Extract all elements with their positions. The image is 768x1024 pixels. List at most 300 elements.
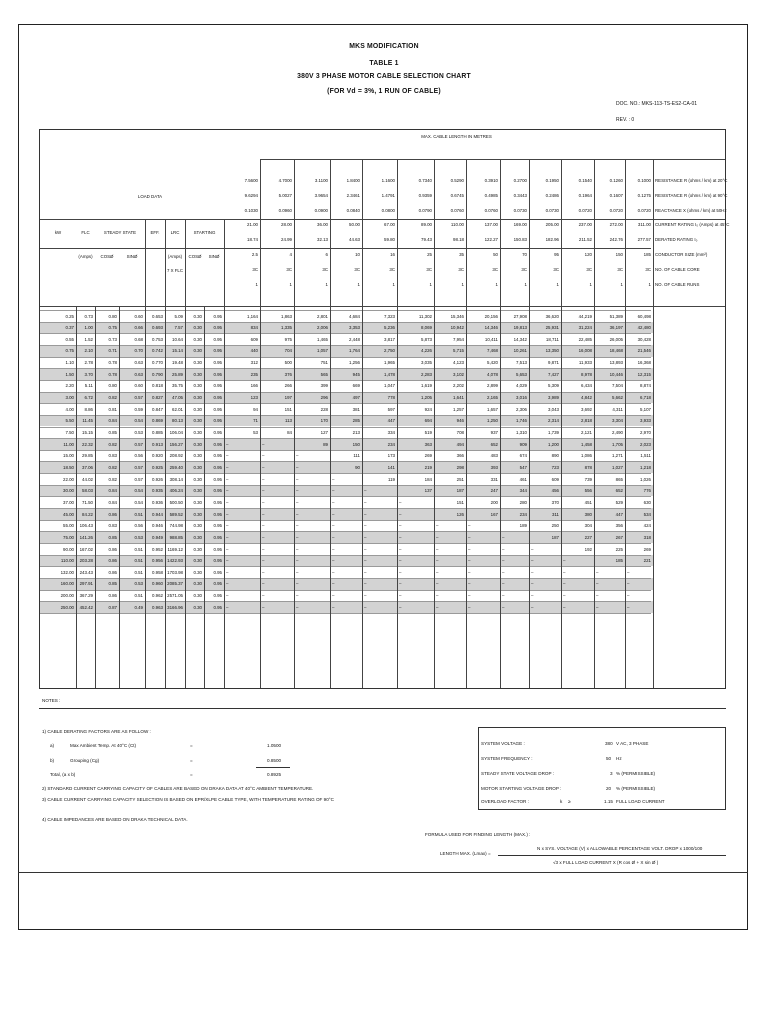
row-line bbox=[40, 485, 651, 486]
table-cell: 494 bbox=[456, 441, 464, 447]
table-cell: 6,434 bbox=[581, 383, 592, 389]
table-cell: 652 bbox=[490, 441, 498, 447]
row-line bbox=[40, 531, 651, 532]
table-cell: 7.50 bbox=[65, 430, 74, 435]
table-cell: 440 bbox=[250, 348, 258, 354]
table-cell: 5,715 bbox=[453, 348, 464, 354]
table-cell: 0.95 bbox=[213, 464, 222, 470]
cable-param-value: 1.1600 bbox=[381, 178, 395, 183]
table-cell: 1.00 bbox=[84, 325, 93, 331]
table-cell: 167.02 bbox=[79, 546, 93, 552]
cable-param-value: 3C bbox=[389, 267, 395, 272]
table-cell: – bbox=[226, 476, 229, 482]
table-cell: 500 bbox=[284, 360, 292, 366]
table-cell: 19.48 bbox=[172, 360, 183, 366]
table-cell: – bbox=[436, 534, 439, 540]
table-cell: 0.827 bbox=[152, 395, 163, 401]
table-cell: – bbox=[226, 441, 229, 447]
cable-selection-table bbox=[39, 129, 730, 689]
table-cell: 0.95 bbox=[213, 569, 222, 575]
table-cell: 5,236 bbox=[384, 325, 395, 331]
table-cell: 0.30 bbox=[193, 604, 202, 610]
table-cell: 267 bbox=[615, 534, 623, 540]
table-cell: 0.95 bbox=[213, 593, 222, 599]
col-line bbox=[224, 219, 225, 306]
table-cell: 669 bbox=[352, 383, 360, 389]
table-cell: 11.45 bbox=[82, 418, 93, 424]
table-cell: – bbox=[262, 499, 265, 505]
table-cell: – bbox=[627, 593, 630, 599]
table-cell: 234 bbox=[387, 441, 395, 447]
table-cell: 0.86 bbox=[108, 511, 117, 517]
cable-param-value: 137.00 bbox=[484, 222, 498, 227]
table-cell: 123 bbox=[250, 395, 258, 401]
table-cell: – bbox=[226, 604, 229, 610]
table-cell: 0.885 bbox=[152, 430, 163, 435]
cable-param-value: 1 bbox=[357, 282, 360, 287]
table-cell: 0.95 bbox=[213, 371, 222, 377]
row-line bbox=[40, 310, 651, 311]
table-cell: 0.95 bbox=[213, 523, 222, 529]
table-cell: – bbox=[296, 464, 299, 470]
cable-param-value: 3C bbox=[492, 267, 498, 272]
cable-param-value: 9.6294 bbox=[244, 193, 258, 198]
row-line bbox=[40, 473, 651, 474]
table-cell: – bbox=[502, 534, 505, 540]
table-cell: 132.00 bbox=[60, 569, 74, 575]
note-total-text: Total, (a x b) bbox=[50, 772, 76, 777]
table-cell: 0.95 bbox=[213, 546, 222, 552]
table-cell: – bbox=[364, 593, 367, 599]
row-line bbox=[40, 543, 651, 544]
cable-param-value: 0.0730 bbox=[545, 208, 559, 213]
table-cell: 22.32 bbox=[82, 441, 93, 447]
table-cell: 0.913 bbox=[152, 441, 163, 447]
table-cell: 406.24 bbox=[169, 488, 183, 494]
ms-drop-unit: % (PERMISSIBLE) bbox=[616, 786, 656, 791]
table-cell: 988.85 bbox=[169, 534, 183, 540]
cable-param-label: RESISTANCE R (ohms / km) at 90°C bbox=[655, 193, 728, 198]
table-cell: 0.95 bbox=[213, 476, 222, 482]
cable-param-value: 110.00 bbox=[450, 222, 464, 227]
cable-param-value: 1 bbox=[255, 282, 258, 287]
cable-param-value: 0.5290 bbox=[450, 178, 464, 183]
table-cell: 393 bbox=[490, 464, 498, 470]
table-cell: 44.02 bbox=[82, 476, 93, 482]
table-cell: – bbox=[226, 558, 229, 564]
note-1: 1) CABLE DERATING FACTORS ARE AS FOLLOW : bbox=[42, 729, 151, 734]
row-line bbox=[40, 555, 651, 556]
table-cell: 14,346 bbox=[484, 325, 498, 331]
table-cell: – bbox=[436, 593, 439, 599]
table-cell: 71.50 bbox=[82, 499, 93, 505]
table-cell: 247 bbox=[490, 488, 498, 494]
title-line-3: 380V 3 PHASE MOTOR CABLE SELECTION CHART bbox=[297, 71, 471, 80]
cable-param-value: 3C bbox=[645, 267, 651, 272]
table-cell: 29.85 bbox=[82, 453, 93, 459]
table-cell: 0.30 bbox=[193, 336, 202, 342]
table-cell: 0.30 bbox=[193, 406, 202, 412]
table-cell: 2,448 bbox=[349, 336, 360, 342]
cable-param-value: 1.8400 bbox=[346, 178, 360, 183]
cable-param-value: 0.0790 bbox=[418, 208, 432, 213]
table-cell: 1,478 bbox=[384, 371, 395, 377]
table-cell: 630 bbox=[643, 499, 651, 505]
table-cell: – bbox=[596, 569, 599, 575]
table-cell: 547 bbox=[519, 464, 527, 470]
table-cell: – bbox=[563, 558, 566, 564]
table-cell: 3,933 bbox=[640, 418, 651, 424]
table-cell: 296 bbox=[320, 395, 328, 401]
table-cell: 865 bbox=[615, 476, 623, 482]
table-cell: 151 bbox=[284, 406, 292, 412]
table-cell: 22.00 bbox=[63, 476, 74, 482]
table-cell: – bbox=[332, 476, 335, 482]
table-cell: 0.82 bbox=[108, 464, 117, 470]
formula-lhs: LENGTH MAX. (Lmax) = bbox=[440, 851, 491, 856]
table-cell: – bbox=[262, 558, 265, 564]
table-cell: 84.22 bbox=[82, 511, 93, 517]
table-cell: 461 bbox=[519, 476, 527, 482]
table-cell: – bbox=[364, 534, 367, 540]
table-cell: 0.95 bbox=[213, 511, 222, 517]
table-cell: 1,218 bbox=[640, 464, 651, 470]
table-cell: 90 bbox=[355, 464, 360, 470]
table-cell: 0.51 bbox=[134, 558, 143, 564]
cable-param-value: 0.1030 bbox=[244, 208, 258, 213]
table-cell: – bbox=[296, 511, 299, 517]
table-cell: 94 bbox=[253, 406, 258, 412]
table-cell: 7,323 bbox=[384, 313, 395, 319]
cable-param-value: 1 bbox=[524, 282, 527, 287]
note-a-text: Max Ambient Temp. At 40°C (Ct) bbox=[70, 743, 137, 748]
table-cell: 3166.96 bbox=[167, 604, 183, 610]
header-eff: EFF. bbox=[150, 230, 160, 235]
table-cell: 3,989 bbox=[548, 395, 559, 401]
table-cell: 235 bbox=[250, 371, 258, 377]
table-cell: 55.00 bbox=[63, 523, 74, 529]
cable-param-value: 10 bbox=[355, 252, 360, 257]
table-cell: – bbox=[332, 488, 335, 494]
table-cell: 363 bbox=[424, 441, 432, 447]
cable-param-value: 36.00 bbox=[317, 222, 328, 227]
cable-param-value: 3C bbox=[617, 267, 623, 272]
cable-param-value: 0.0720 bbox=[609, 208, 623, 213]
table-cell: 0.75 bbox=[65, 348, 74, 354]
row-line bbox=[40, 438, 651, 439]
table-cell: 5,873 bbox=[421, 336, 432, 342]
table-cell: 119 bbox=[388, 476, 395, 482]
table-cell: 298 bbox=[456, 464, 464, 470]
table-cell: – bbox=[627, 581, 630, 587]
table-cell: – bbox=[226, 464, 229, 470]
table-cell: 0.95 bbox=[213, 604, 222, 610]
table-cell: 5,420 bbox=[487, 360, 498, 366]
table-cell: 497 bbox=[352, 395, 360, 401]
table-cell: 3,692 bbox=[581, 406, 592, 412]
table-cell: 945 bbox=[352, 371, 360, 377]
table-cell: 2,899 bbox=[487, 383, 498, 389]
table-cell: 3,102 bbox=[453, 371, 464, 377]
table-cell: – bbox=[262, 453, 265, 459]
table-cell: 2,970 bbox=[640, 430, 651, 435]
header-max-length: MAX. CABLE LENGTH IN METRES bbox=[421, 134, 492, 139]
table-cell: – bbox=[399, 546, 402, 552]
table-cell: 0.95 bbox=[213, 534, 222, 540]
table-cell: 0.949 bbox=[152, 534, 163, 540]
table-cell: 1,863 bbox=[281, 313, 292, 319]
table-cell: 565 bbox=[320, 371, 328, 377]
cable-param-label: REACTANCE X (ohms / km) at 50Hz bbox=[655, 208, 727, 213]
ms-drop-value: 20 bbox=[606, 786, 612, 791]
table-cell: – bbox=[436, 546, 439, 552]
table-cell: – bbox=[531, 581, 534, 587]
cable-param-value: 3C bbox=[521, 267, 527, 272]
header-sin-2: SINØ bbox=[208, 254, 220, 259]
cable-param-value: 3C bbox=[586, 267, 592, 272]
table-cell: – bbox=[596, 604, 599, 610]
row-line bbox=[40, 333, 651, 334]
row-line bbox=[40, 613, 651, 614]
table-cell: 1703.98 bbox=[167, 569, 183, 575]
ss-drop-value: 3 bbox=[610, 771, 613, 776]
table-cell: 166 bbox=[250, 383, 258, 389]
table-cell: 424 bbox=[643, 523, 651, 529]
table-cell: – bbox=[627, 569, 630, 575]
table-cell: 0.51 bbox=[134, 569, 143, 575]
doc-number: DOC. NO.: MKS-113-TS-ES2-CA-01 bbox=[616, 101, 698, 107]
table-cell: 0.63 bbox=[134, 360, 143, 366]
table-cell: – bbox=[468, 604, 471, 610]
table-cell: – bbox=[436, 558, 439, 564]
header-cos: COSØ bbox=[100, 254, 114, 259]
table-cell: 0.30 bbox=[193, 476, 202, 482]
table-cell: 35.75 bbox=[172, 383, 183, 389]
table-cell: 2.78 bbox=[84, 360, 93, 366]
cable-param-value: 242.76 bbox=[609, 237, 623, 242]
row-line bbox=[40, 403, 651, 404]
cable-param-value: 3C bbox=[322, 267, 328, 272]
table-cell: – bbox=[262, 511, 265, 517]
table-cell: – bbox=[563, 569, 566, 575]
cable-param-value: 3C bbox=[286, 267, 292, 272]
row-line bbox=[40, 508, 651, 509]
row-line bbox=[40, 566, 651, 567]
table-cell: 16,008 bbox=[578, 348, 592, 354]
table-cell: – bbox=[332, 558, 335, 564]
cable-param-value: 120 bbox=[584, 252, 592, 257]
table-cell: 0.30 bbox=[193, 534, 202, 540]
table-cell: 1,739 bbox=[548, 430, 559, 435]
table-cell: 0.53 bbox=[134, 581, 143, 587]
row-line bbox=[40, 450, 651, 451]
table-cell: 11,302 bbox=[418, 313, 432, 319]
table-cell: 0.82 bbox=[108, 395, 117, 401]
table-cell: – bbox=[332, 546, 335, 552]
table-cell: 0.95 bbox=[213, 558, 222, 564]
table-cell: 89 bbox=[323, 441, 328, 447]
table-cell: 451 bbox=[584, 499, 592, 505]
overload-unit: FULL LOAD CURRENT bbox=[616, 799, 665, 804]
table-cell: 4,684 bbox=[349, 313, 360, 319]
system-frequency-unit: Hz bbox=[616, 756, 622, 761]
table-cell: 1,047 bbox=[384, 383, 395, 389]
cable-param-value: 1 bbox=[461, 282, 464, 287]
table-cell: 723 bbox=[551, 464, 559, 470]
table-cell: 297.91 bbox=[79, 581, 93, 587]
table-cell: 0.30 bbox=[193, 418, 202, 424]
table-cell: 0.847 bbox=[152, 406, 163, 412]
table-cell: 447 bbox=[615, 511, 623, 517]
table-cell: 3,016 bbox=[516, 395, 527, 401]
note-b-key: b) bbox=[50, 758, 55, 763]
header-line bbox=[40, 306, 725, 307]
table-cell: – bbox=[531, 593, 534, 599]
overload-value: 1.15 bbox=[604, 799, 613, 804]
table-cell: 2571.05 bbox=[167, 593, 183, 599]
cable-param-value: 1 bbox=[648, 282, 651, 287]
cable-param-value: 0.0720 bbox=[637, 208, 651, 213]
table-cell: 0.56 bbox=[134, 453, 143, 459]
table-cell: 744.98 bbox=[169, 523, 183, 529]
table-cell: 0.54 bbox=[134, 418, 143, 424]
table-cell: 1,764 bbox=[349, 348, 360, 354]
table-cell: 0.30 bbox=[193, 360, 202, 366]
table-cell: 58.03 bbox=[82, 488, 93, 494]
table-cell: 312 bbox=[250, 360, 258, 366]
table-cell: 213 bbox=[352, 430, 360, 435]
table-cell: – bbox=[399, 558, 402, 564]
table-cell: 0.952 bbox=[152, 546, 163, 552]
table-cell: 0.30 bbox=[193, 430, 202, 435]
cable-param-value: 0.2486 bbox=[545, 193, 559, 198]
table-cell: 0.926 bbox=[152, 476, 163, 482]
cable-param-value: 0.0730 bbox=[513, 208, 527, 213]
table-cell: – bbox=[563, 593, 566, 599]
cable-param-value: 0.0800 bbox=[381, 208, 395, 213]
table-cell: 0.37 bbox=[65, 325, 74, 331]
table-cell: – bbox=[226, 581, 229, 587]
header-line bbox=[40, 219, 725, 220]
table-cell: 1169.12 bbox=[167, 546, 183, 552]
table-cell: 674 bbox=[519, 453, 527, 459]
row-line bbox=[40, 415, 651, 416]
cable-param-label: NO. OF CABLE RUNS bbox=[655, 282, 700, 287]
cable-param-value: 6 bbox=[325, 252, 328, 257]
row-line bbox=[40, 427, 651, 428]
table-cell: – bbox=[531, 604, 534, 610]
table-cell: 0.95 bbox=[213, 441, 222, 447]
table-cell: 12,315 bbox=[637, 371, 651, 377]
table-cell: – bbox=[502, 558, 505, 564]
table-cell: 1,257 bbox=[453, 406, 464, 412]
table-cell: 42,480 bbox=[637, 325, 651, 331]
table-cell: 36,197 bbox=[609, 325, 623, 331]
table-cell: 344 bbox=[519, 488, 527, 494]
table-cell: 0.30 bbox=[193, 441, 202, 447]
table-cell: 0.30 bbox=[193, 581, 202, 587]
revision: REV. : 0 bbox=[616, 117, 635, 123]
row-line bbox=[40, 392, 651, 393]
table-cell: 1.10 bbox=[65, 360, 74, 366]
table-cell: – bbox=[596, 593, 599, 599]
table-cell: 0.68 bbox=[134, 336, 143, 342]
table-cell: 7,513 bbox=[516, 360, 527, 366]
table-cell: 381 bbox=[352, 406, 360, 412]
table-cell: – bbox=[563, 604, 566, 610]
table-cell: 192 bbox=[584, 546, 592, 552]
table-cell: – bbox=[468, 523, 471, 529]
table-cell: 127 bbox=[320, 430, 328, 435]
cable-param-value: 0.1260 bbox=[609, 178, 623, 183]
cable-param-value: 0.1950 bbox=[545, 178, 559, 183]
table-cell: 269 bbox=[424, 453, 432, 459]
table-cell: – bbox=[296, 569, 299, 575]
table-cell: – bbox=[468, 546, 471, 552]
table-cell: 0.95 bbox=[213, 313, 222, 319]
table-cell: 0.54 bbox=[134, 499, 143, 505]
table-cell: 652 bbox=[615, 488, 623, 494]
table-cell: 308.14 bbox=[169, 476, 183, 482]
row-line bbox=[40, 461, 651, 462]
cable-param-value: 0.0900 bbox=[314, 208, 328, 213]
table-cell: 75.00 bbox=[63, 534, 74, 540]
note-a-eq: = bbox=[190, 743, 193, 748]
table-cell: 0.73 bbox=[84, 313, 93, 319]
table-cell: 173 bbox=[387, 453, 395, 459]
cable-param-label: CONDUCTOR SIZE (mm²) bbox=[655, 252, 708, 257]
table-cell: 380 bbox=[584, 511, 592, 517]
table-cell: 0.960 bbox=[152, 581, 163, 587]
table-cell: 0.82 bbox=[108, 476, 117, 482]
header-amps-2: (Amps) bbox=[167, 254, 183, 259]
table-cell: 1,256 bbox=[349, 360, 360, 366]
table-cell: 366 bbox=[456, 453, 464, 459]
cable-param-value: 79.43 bbox=[421, 237, 432, 242]
table-cell: 0.81 bbox=[108, 406, 117, 412]
table-cell: 0.742 bbox=[152, 348, 163, 354]
table-cell: – bbox=[468, 558, 471, 564]
table-cell: 285 bbox=[352, 418, 360, 424]
table-cell: – bbox=[364, 558, 367, 564]
title-line-1: MKS MODIFICATION bbox=[349, 41, 419, 50]
cable-param-value: 1 bbox=[392, 282, 395, 287]
table-cell: 18,711 bbox=[545, 336, 559, 342]
formula-title: FORMULA USED FOR FINDING LENGTH (MAX.) : bbox=[425, 832, 531, 837]
formula-denominator: √3 x FULL LOAD CURRENT X (R cos Ø + X sin Ø ) bbox=[553, 860, 659, 865]
table-cell: 2.10 bbox=[84, 348, 93, 354]
cable-param-value: 0.0960 bbox=[278, 208, 292, 213]
table-cell: – bbox=[296, 534, 299, 540]
table-cell: 5,653 bbox=[516, 371, 527, 377]
table-cell: 0.962 bbox=[152, 593, 163, 599]
table-cell: – bbox=[436, 523, 439, 529]
table-cell: 331 bbox=[490, 476, 498, 482]
table-cell: 31,224 bbox=[578, 325, 592, 331]
table-cell: 5.50 bbox=[65, 418, 74, 424]
table-cell: 0.30 bbox=[193, 558, 202, 564]
cable-param-value: 0.1964 bbox=[578, 193, 592, 198]
table-cell: 609 bbox=[551, 476, 559, 482]
table-cell: – bbox=[399, 604, 402, 610]
table-cell: 0.30 bbox=[193, 313, 202, 319]
table-cell: 14,342 bbox=[513, 336, 527, 342]
table-cell: 2,202 bbox=[453, 383, 464, 389]
note-a-value: 1.0500 bbox=[267, 743, 282, 748]
table-cell: 776 bbox=[643, 488, 651, 494]
cable-param-value: 89.00 bbox=[421, 222, 432, 227]
table-cell: 8,069 bbox=[421, 325, 432, 331]
